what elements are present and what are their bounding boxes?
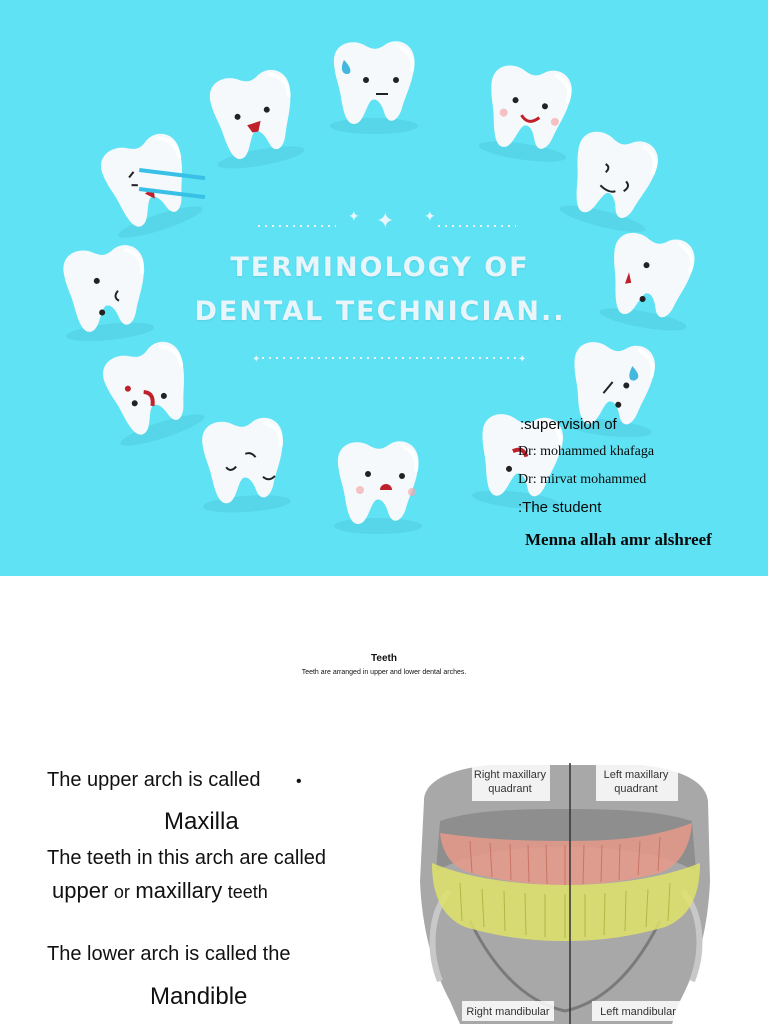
label-left-mandibular: Left mandibular xyxy=(600,1006,676,1018)
tooth-icon xyxy=(197,416,291,515)
dental-arch-figure xyxy=(410,761,720,1024)
maxillary-word: maxillary xyxy=(135,878,223,903)
tooth-icon xyxy=(94,336,206,451)
label-left-quadrant: quadrant xyxy=(614,783,658,795)
label-right-mandibular: Right mandibular xyxy=(466,1006,550,1018)
mandible-term: Mandible xyxy=(150,983,248,1010)
or-word: or xyxy=(113,882,130,902)
supervisor-1: Dr: mohammed khafaga xyxy=(518,444,655,459)
svg-text:✦: ✦ xyxy=(518,354,527,365)
label-right-quadrant: quadrant xyxy=(488,783,532,795)
supervision-label: :supervision of xyxy=(520,416,617,433)
slide-subheading: Teeth are arranged in upper and lower dental arches. xyxy=(301,669,467,676)
bullet-point: • xyxy=(296,773,302,790)
svg-text:✦: ✦ xyxy=(376,209,395,234)
student-name: Menna allah amr alshreef xyxy=(525,530,712,549)
upper-arch-intro: The upper arch is called xyxy=(47,769,261,791)
tooth-icon xyxy=(478,62,578,166)
tooth-icon xyxy=(203,66,306,173)
slide-heading: Teeth xyxy=(371,653,397,664)
lower-arch-intro: The lower arch is called the xyxy=(47,943,291,965)
teeth-slide xyxy=(0,576,768,1024)
tooth-icon xyxy=(92,124,216,243)
label-right-maxillary: Right maxillary xyxy=(473,769,547,781)
maxilla-term: Maxilla xyxy=(164,808,239,835)
svg-text:✦: ✦ xyxy=(252,354,261,365)
presentation-title-line1: TERMINOLOGY OF xyxy=(230,252,530,283)
tooth-icon xyxy=(598,228,701,335)
tooth-icon xyxy=(334,441,422,534)
upper-maxillary-teeth-line xyxy=(52,878,268,904)
upper-word: upper xyxy=(52,878,109,903)
tooth-icon xyxy=(330,41,418,134)
supervisor-2: Dr: mirvat mohammed xyxy=(518,472,647,487)
presentation-title-line2: DENTAL TECHNICIAN.. xyxy=(194,296,566,327)
label-left-maxillary: Left maxillary xyxy=(603,769,669,781)
svg-text:✦: ✦ xyxy=(424,209,436,225)
student-label: :The student xyxy=(518,499,602,516)
svg-text:✦: ✦ xyxy=(348,209,360,225)
teeth-word: teeth xyxy=(227,882,268,902)
tooth-icon xyxy=(558,126,666,237)
upper-teeth-line: The teeth in this arch are called xyxy=(47,847,327,869)
tooth-icon xyxy=(58,243,155,344)
